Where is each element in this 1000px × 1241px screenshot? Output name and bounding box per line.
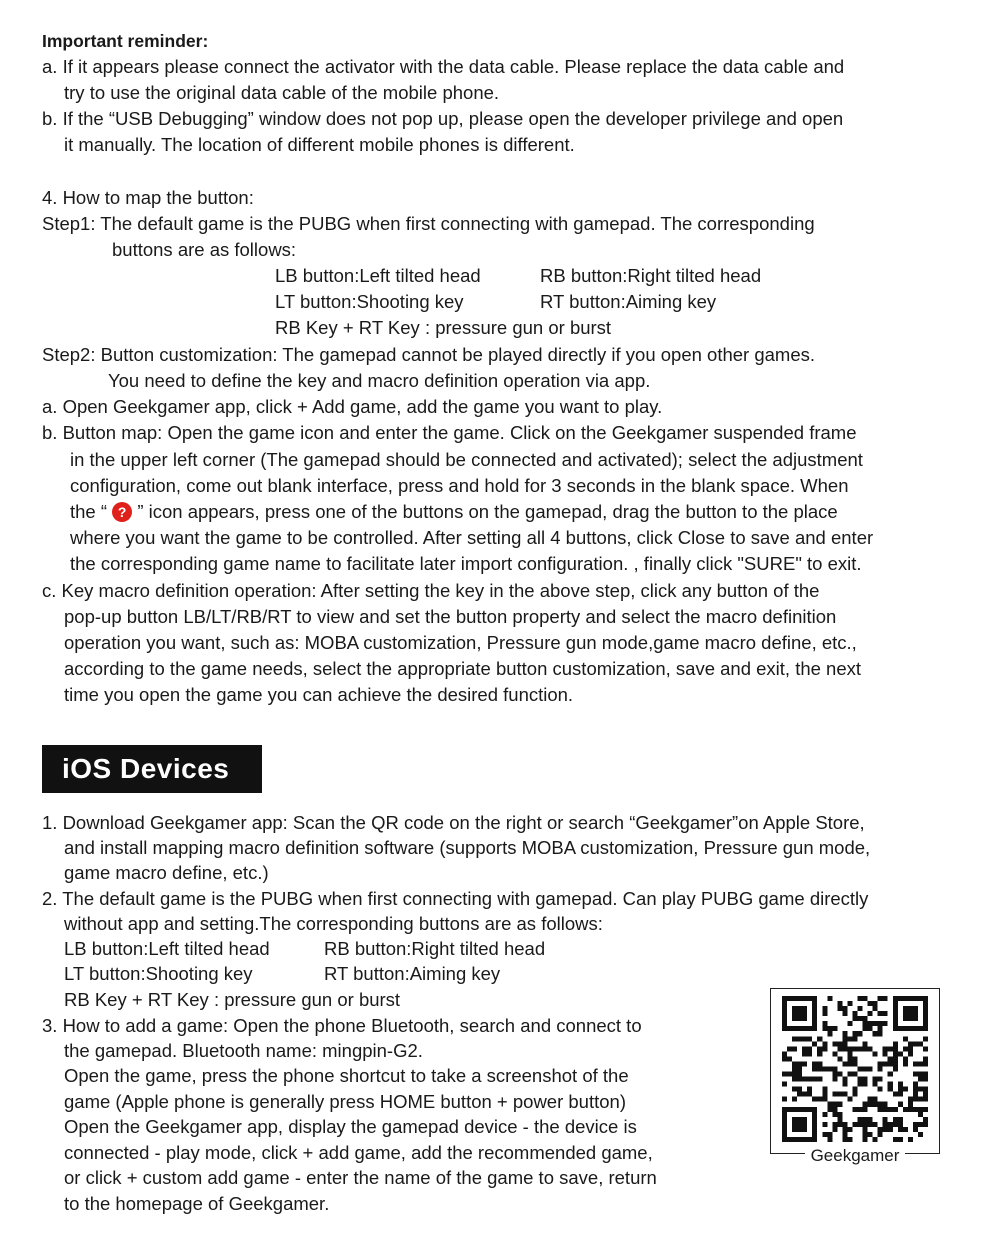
android-lb-mapping: LB button:Left tilted head [275, 265, 481, 286]
step2-c-line-5: time you open the game you can achieve the desired function. [64, 684, 574, 705]
ios-item-3-line-3: Open the game, press the phone shortcut to take a screenshot of the [64, 1065, 629, 1086]
qr-code-block [770, 988, 940, 1168]
ios-item-3-line-1: 3. How to add a game: Open the phone Bluetooth, search and connect to [42, 1015, 642, 1036]
ios-item-3-line-5: Open the Geekgamer app, display the gamepad device - the device is [64, 1116, 637, 1137]
qr-code-icon [780, 996, 930, 1142]
ios-item-3-line-7: or click + custom add game - enter the name of the game to save, return [64, 1167, 657, 1188]
ios-item-2-line-2: without app and setting.The corresponding buttons are as follows: [64, 913, 603, 934]
ios-item-1-line-3: game macro define, etc.) [64, 862, 269, 883]
reminder-title: Important reminder: [42, 31, 209, 51]
ios-lb-mapping: LB button:Left tilted head [64, 938, 270, 959]
step2-b-line-6: the corresponding game name to facilitate later import configuration. , finally click "SURE" to exit. [70, 553, 862, 574]
ios-rb-mapping: RB button:Right tilted head [324, 938, 546, 959]
qr-caption-text: Geekgamer [805, 1146, 906, 1165]
step2-b-line-4 [70, 499, 838, 525]
android-combo-mapping: RB Key + RT Key : pressure gun or burst [275, 317, 612, 338]
ios-item-3-line-6: connected - play mode, click + add game, add the recommended game, [64, 1142, 653, 1163]
step2-b-line-4-pre: the “ [70, 501, 108, 522]
step2-c-line-1: c. Key macro definition operation: After setting the key in the above step, click any button of the [42, 580, 820, 601]
step2-c-line-3: operation you want, such as: MOBA customization, Pressure gun mode,game macro define, etc., [64, 632, 857, 653]
step1-line-1: Step1: The default game is the PUBG when first connecting with gamepad. The corresponding [42, 213, 815, 234]
step2-a: a. Open Geekgamer app, click + Add game, add the game you want to play. [42, 396, 663, 417]
step2-b-line-5: where you want the game to be controlled. After setting all 4 buttons, click Close to save and enter [70, 527, 874, 548]
step1-line-2: buttons are as follows: [112, 239, 297, 260]
reminder-a-line-1: a. If it appears please connect the activator with the data cable. Please replace the data cable and [42, 56, 845, 77]
step2-b-line-1: b. Button map: Open the game icon and enter the game. Click on the Geekgamer suspended frame [42, 422, 857, 443]
ios-item-1-line-2: and install mapping macro definition software (supports MOBA customization, Pressure gun mode, [64, 837, 871, 858]
question-icon: ? [112, 502, 132, 522]
reminder-b-line-2: it manually. The location of different mobile phones is different. [64, 134, 575, 155]
step2-line-1: Step2: Button customization: The gamepad cannot be played directly if you open other games. [42, 344, 816, 365]
section4-heading: 4. How to map the button: [42, 187, 254, 208]
ios-combo-mapping: RB Key + RT Key : pressure gun or burst [64, 989, 401, 1010]
step2-b-line-3: configuration, come out blank interface, press and hold for 3 seconds in the blank space. When [70, 475, 849, 496]
ios-rt-mapping: RT button:Aiming key [324, 963, 501, 984]
ios-item-2-line-1: 2. The default game is the PUBG when first connecting with gamepad. Can play PUBG game directly [42, 888, 869, 909]
android-rt-mapping: RT button:Aiming key [540, 291, 717, 312]
ios-item-3-line-4: game (Apple phone is generally press HOME button + power button) [64, 1091, 626, 1112]
step2-c-line-2: pop-up button LB/LT/RB/RT to view and set the button property and select the macro definition [64, 606, 837, 627]
android-lt-mapping: LT button:Shooting key [275, 291, 464, 312]
ios-devices-banner: iOS Devices [42, 745, 262, 793]
ios-item-3-line-8: to the homepage of Geekgamer. [64, 1193, 330, 1214]
reminder-a-line-2: try to use the original data cable of the mobile phone. [64, 82, 500, 103]
step2-b-line-4-post: ” icon appears, press one of the buttons on the gamepad, drag the button to the place [137, 501, 838, 522]
ios-lt-mapping: LT button:Shooting key [64, 963, 253, 984]
ios-item-3-line-2: the gamepad. Bluetooth name: mingpin-G2. [64, 1040, 423, 1061]
step2-b-line-2: in the upper left corner (The gamepad should be connected and activated); select the adjustment [70, 449, 863, 470]
qr-caption [770, 1146, 940, 1166]
step2-c-line-4: according to the game needs, select the appropriate button customization, save and exit, the next [64, 658, 862, 679]
reminder-b-line-1: b. If the “USB Debugging” window does not pop up, please open the developer privilege and open [42, 108, 844, 129]
step2-line-2: You need to define the key and macro definition operation via app. [108, 370, 651, 391]
ios-item-1-line-1: 1. Download Geekgamer app: Scan the QR code on the right or search “Geekgamer”on Apple Store, [42, 812, 865, 833]
android-rb-mapping: RB button:Right tilted head [540, 265, 762, 286]
